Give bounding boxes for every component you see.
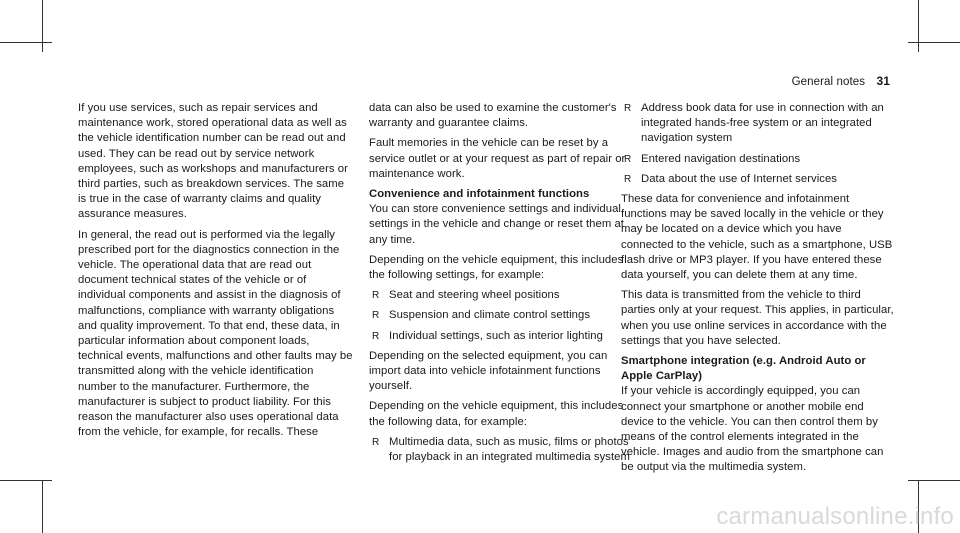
paragraph: These data for convenience and infotainment functions may be saved locally in the vehicle or they may be located on a device which you have connected to the vehicle, such as a smartphone, USB flash drive or MP3 player. If you have entered these data yourself, you can delete them at any time. — [621, 193, 893, 282]
crop-mark — [0, 480, 52, 481]
list-item: R Individual settings, such as interior lighting — [369, 329, 630, 344]
crop-mark — [42, 0, 43, 52]
bullet-icon: R — [372, 290, 380, 302]
paragraph: In general, the read out is performed via the legally prescribed port for the diagnostics connection in the vehicle. The operational data that are read out document technical states of the vehicle or of individual components and assist in the diagnosis of malfunctions, compliance with warranty obligations and quality improvement. To that end, these data, in particular information about component loads, technical events, malfunctions and other faults may be transmitted along with the vehicle identification number to the manufacturer. Furthermore, the manufacturer is subject to product liability. For this reason the manufacturer also uses operational data from the vehicle, for example, for recalls. These — [78, 228, 353, 439]
list-item: R Entered navigation destinations — [621, 152, 896, 167]
section-heading: Convenience and infotainment functions — [369, 188, 590, 201]
paragraph: If your vehicle is accordingly equipped, you can connect your smartphone or another mobile end device to the vehicle. You can then control them by means of the control elements integrated in the vehicle. Images and audio from the smartphone can be output via the multimedia system. — [621, 385, 884, 474]
crop-mark — [908, 42, 960, 43]
list-item: R Suspension and climate control settings — [369, 308, 630, 323]
list-item: R Address book data for use in connection with an integrated hands-free system or an integrated navigation system — [624, 102, 884, 145]
paragraph: data can also be used to examine the customer's warranty and guarantee claims. — [369, 102, 617, 130]
list-item: R Seat and steering wheel positions — [369, 288, 630, 303]
list-item: R Multimedia data, such as music, films or photos for playback in an integrated multimedia system — [372, 435, 630, 464]
crop-mark — [42, 480, 43, 533]
bullet-icon: R — [372, 310, 380, 322]
paragraph: Depending on the selected equipment, you can import data into vehicle infotainment functions yourself. — [369, 349, 608, 393]
bullet-icon: R — [624, 173, 632, 185]
watermark: carmanualsonline.info — [716, 503, 954, 530]
text-column-1 — [78, 101, 355, 445]
bullet-icon: R — [624, 153, 632, 165]
bullet-list — [369, 435, 630, 465]
crop-mark — [0, 42, 52, 43]
bullet-icon: R — [372, 436, 380, 448]
paragraph: This data is transmitted from the vehicle to third parties only at your request. This applies, in particular, when you use online services in accordance with the settings that you have selected. — [621, 289, 894, 347]
page-header — [792, 74, 890, 88]
bullet-list — [621, 101, 896, 187]
text-column-2 — [369, 101, 630, 470]
crop-mark — [918, 0, 919, 52]
paragraph: If you use services, such as repair services and maintenance work, stored operational data as well as the vehicle identification number can be read out and used. They can be read out by service network employees, such as workshops and manufacturers or third parties, such as breakdown services. The same is true in the case of warranty claims and quality assurance measures. — [78, 102, 348, 221]
bullet-icon: R — [372, 330, 380, 342]
list-item: R Data about the use of Internet services — [621, 172, 896, 187]
bullet-icon: R — [624, 103, 632, 114]
paragraph: Depending on the vehicle equipment, this includes the following settings, for example: — [369, 253, 624, 282]
section-heading: Smartphone integration (e.g. Android Auto or Apple CarPlay) — [621, 355, 866, 383]
crop-mark — [908, 480, 960, 481]
paragraph: You can store convenience settings and individual settings in the vehicle and change or reset them at any time. — [369, 203, 624, 246]
section-title: General notes — [791, 76, 866, 88]
paragraph: Fault memories in the vehicle can be reset by a service outlet or at your request as part of repair or maintenance work. — [369, 137, 626, 180]
page-number: 31 — [876, 74, 890, 88]
bullet-list — [369, 288, 630, 344]
paragraph: Depending on the vehicle equipment, this includes the following data, for example: — [369, 400, 624, 428]
text-column-3 — [621, 101, 896, 481]
